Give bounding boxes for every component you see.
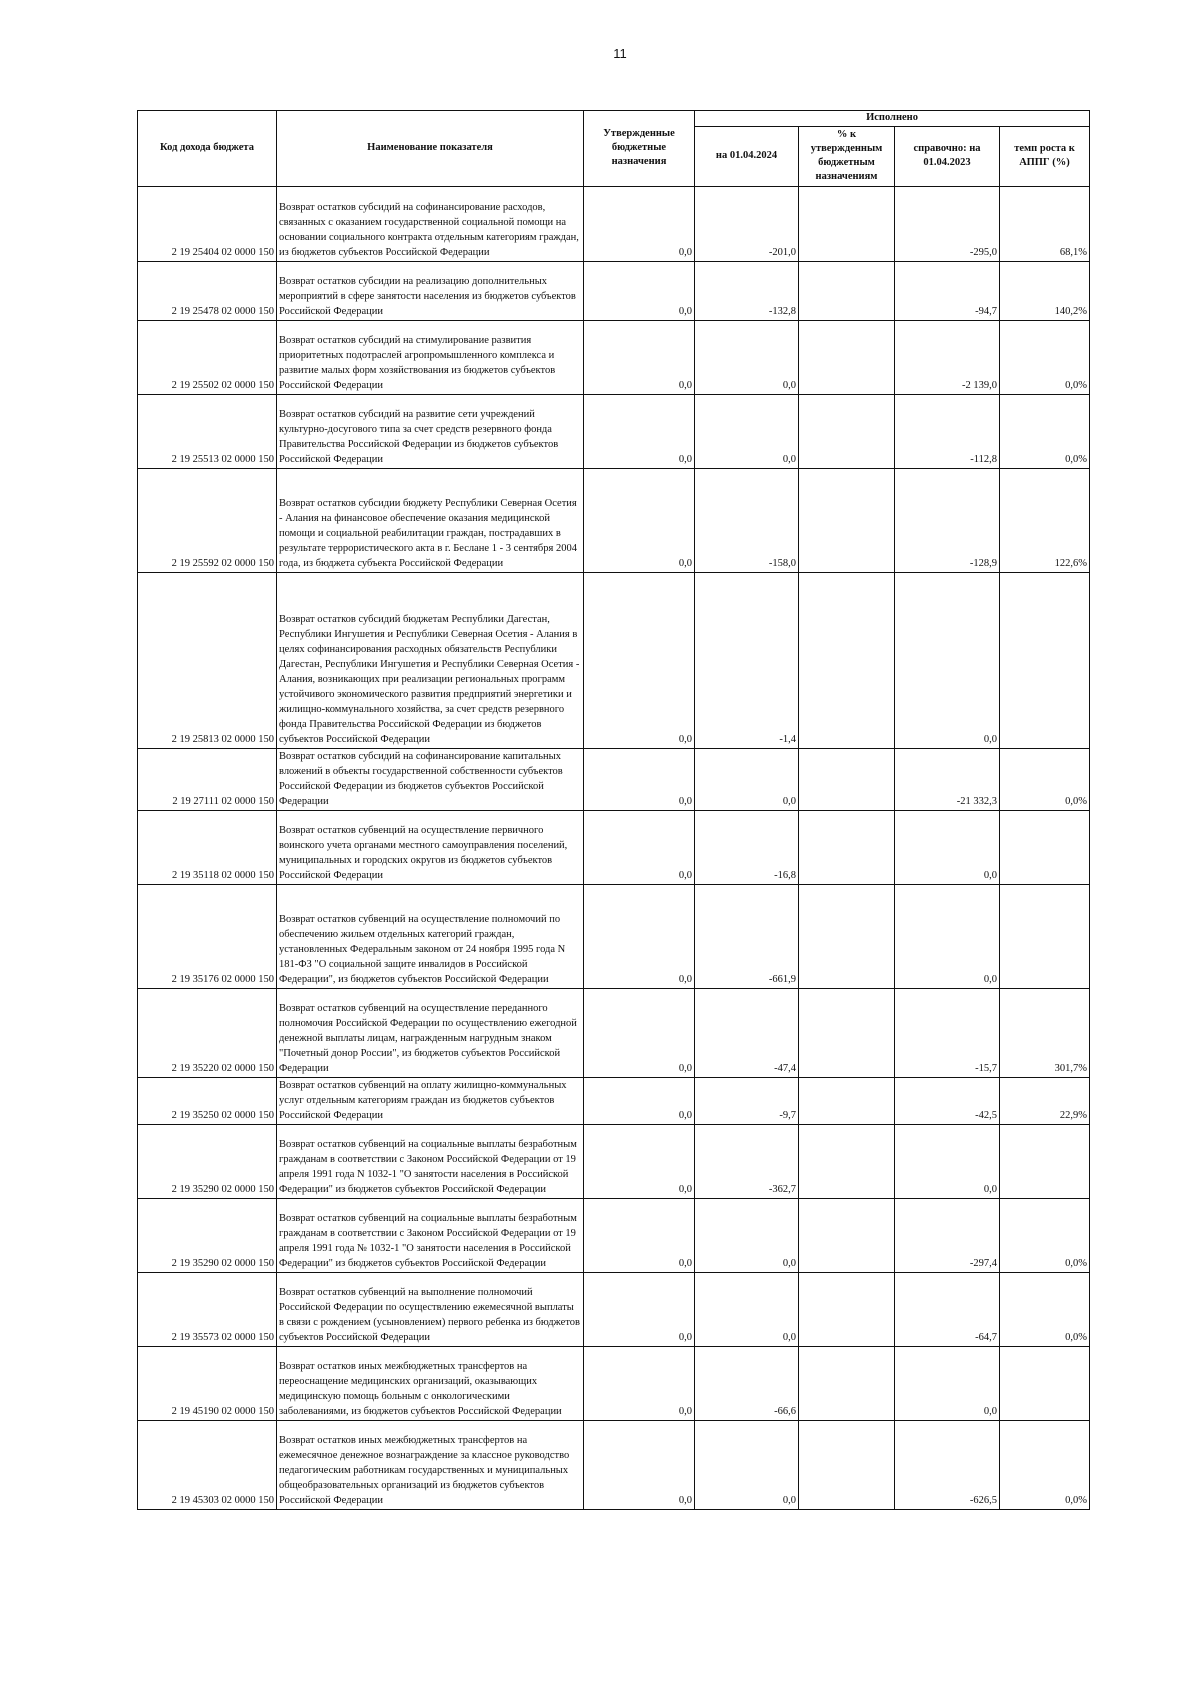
name-cell: Возврат остатков субвенций на социальные выплаты безработным гражданам в соответствии с Законом Российской Федерации от 19 апреля 1991 года № 1032-1 "О занятости населения в Российской Федерации" из бюджетов субъектов Российской Федерации [277,1199,584,1273]
pct-approved-cell [799,885,895,989]
code-cell: 2 19 25502 02 0000 150 [138,321,277,395]
code-cell: 2 19 35290 02 0000 150 [138,1125,277,1199]
growth-cell [1000,885,1090,989]
pct-approved-cell [799,262,895,321]
pct-approved-cell [799,321,895,395]
reference-cell: -64,7 [895,1273,1000,1347]
header-pct-approved: % к утвержденным бюджетным назначениям [799,127,895,187]
code-cell: 2 19 27111 02 0000 150 [138,749,277,811]
table-row [138,885,1090,989]
pct-approved-cell [799,749,895,811]
header-growth: темп роста к АППГ (%) [1000,127,1090,187]
code-cell: 2 19 35290 02 0000 150 [138,1199,277,1273]
reference-cell: -94,7 [895,262,1000,321]
pct-approved-cell [799,469,895,573]
name-cell: Возврат остатков иных межбюджетных трансфертов на переоснащение медицинских организаций, оказывающих медицинскую помощь больным с онкологическими заболеваниями, из бюджетов субъектов Российской Федерации [277,1347,584,1421]
name-cell: Возврат остатков иных межбюджетных трансфертов на ежемесячное денежное вознаграждение за классное руководство педагогическим работникам государственных и муниципальных общеобразовательных организаций из бюджетов субъектов Российской Федерации [277,1421,584,1510]
approved-cell: 0,0 [584,1078,695,1125]
name-cell: Возврат остатков субсидий на софинансирование расходов, связанных с оказанием государственной социальной помощи на основании социального контракта отдельным категориям граждан, из бюджетов субъектов Российской Федерации [277,187,584,262]
reference-cell: -626,5 [895,1421,1000,1510]
growth-cell [1000,1125,1090,1199]
reference-cell: -42,5 [895,1078,1000,1125]
name-cell: Возврат остатков субсидии на реализацию дополнительных мероприятий в сфере занятости населения из бюджетов субъектов Российской Федерации [277,262,584,321]
table-body [138,187,1090,1510]
budget-table [137,110,1090,1510]
code-cell: 2 19 25513 02 0000 150 [138,395,277,469]
reference-cell: -15,7 [895,989,1000,1078]
executed-cell: -132,8 [695,262,799,321]
approved-cell: 0,0 [584,749,695,811]
approved-cell: 0,0 [584,1421,695,1510]
growth-cell: 68,1% [1000,187,1090,262]
code-cell: 2 19 35250 02 0000 150 [138,1078,277,1125]
approved-cell: 0,0 [584,811,695,885]
header-approved: Утвержденные бюджетные назначения [584,111,695,187]
table-row [138,321,1090,395]
reference-cell: 0,0 [895,885,1000,989]
growth-cell [1000,1347,1090,1421]
executed-cell: -47,4 [695,989,799,1078]
approved-cell: 0,0 [584,469,695,573]
executed-cell: -66,6 [695,1347,799,1421]
reference-cell: 0,0 [895,1125,1000,1199]
code-cell: 2 19 25404 02 0000 150 [138,187,277,262]
growth-cell [1000,811,1090,885]
growth-cell: 122,6% [1000,469,1090,573]
page-number: 11 [613,46,627,61]
growth-cell: 0,0% [1000,1273,1090,1347]
pct-approved-cell [799,811,895,885]
growth-cell: 22,9% [1000,1078,1090,1125]
approved-cell: 0,0 [584,321,695,395]
code-cell: 2 19 25592 02 0000 150 [138,469,277,573]
name-cell: Возврат остатков субсидий на развитие сети учреждений культурно-досугового типа за счет средств резервного фонда Правительства Российской Федерации из бюджетов субъектов Российской Федерации [277,395,584,469]
pct-approved-cell [799,989,895,1078]
table-row [138,187,1090,262]
pct-approved-cell [799,395,895,469]
code-cell: 2 19 35176 02 0000 150 [138,885,277,989]
growth-cell: 301,7% [1000,989,1090,1078]
executed-cell: -362,7 [695,1125,799,1199]
executed-cell: -9,7 [695,1078,799,1125]
executed-cell: -201,0 [695,187,799,262]
reference-cell: -297,4 [895,1199,1000,1273]
code-cell: 2 19 35118 02 0000 150 [138,811,277,885]
table-row [138,1125,1090,1199]
executed-cell: 0,0 [695,1199,799,1273]
approved-cell: 0,0 [584,395,695,469]
executed-cell: 0,0 [695,321,799,395]
reference-cell: 0,0 [895,573,1000,749]
name-cell: Возврат остатков субвенций на осуществление полномочий по обеспечению жильем отдельных категорий граждан, установленных Федеральным законом от 24 ноября 1995 года N 181-ФЗ "О социальной защите инвалидов в Российской Федерации", из бюджетов субъектов Российской Федерации [277,885,584,989]
reference-cell: -2 139,0 [895,321,1000,395]
code-cell: 2 19 25813 02 0000 150 [138,573,277,749]
pct-approved-cell [799,1078,895,1125]
approved-cell: 0,0 [584,1347,695,1421]
reference-cell: -128,9 [895,469,1000,573]
reference-cell: -21 332,3 [895,749,1000,811]
name-cell: Возврат остатков субвенций на оплату жилищно-коммунальных услуг отдельным категориям граждан из бюджетов субъектов Российской Федерации [277,1078,584,1125]
header-code: Код дохода бюджета [138,111,277,187]
growth-cell: 0,0% [1000,321,1090,395]
approved-cell: 0,0 [584,1273,695,1347]
header-name: Наименование показателя [277,111,584,187]
code-cell: 2 19 35573 02 0000 150 [138,1273,277,1347]
header-reference: справочно: на 01.04.2023 [895,127,1000,187]
name-cell: Возврат остатков субсидий на стимулирование развития приоритетных подотраслей агропромышленного комплекса и развитие малых форм хозяйствования из бюджетов субъектов Российской Федерации [277,321,584,395]
name-cell: Возврат остатков субвенций на социальные выплаты безработным гражданам в соответствии с Законом Российской Федерации от 19 апреля 1991 года N 1032-1 "О занятости населения в Российской Федерации" из бюджетов субъектов Российской Федерации [277,1125,584,1199]
code-cell: 2 19 45303 02 0000 150 [138,1421,277,1510]
growth-cell: 0,0% [1000,395,1090,469]
approved-cell: 0,0 [584,1125,695,1199]
executed-cell: -16,8 [695,811,799,885]
pct-approved-cell [799,1347,895,1421]
table-row [138,811,1090,885]
table-row [138,989,1090,1078]
reference-cell: 0,0 [895,1347,1000,1421]
approved-cell: 0,0 [584,989,695,1078]
name-cell: Возврат остатков субвенций на осуществление переданного полномочия Российской Федерации по осуществлению ежегодной денежной выплаты лицам, награжденным нагрудным знаком "Почетный донор России", из бюджетов субъектов Российской Федерации [277,989,584,1078]
executed-cell: 0,0 [695,1421,799,1510]
table-row [138,469,1090,573]
name-cell: Возврат остатков субвенций на осуществление первичного воинского учета органами местного самоуправления поселений, муниципальных и городских округов из бюджетов субъектов Российской Федерации [277,811,584,885]
approved-cell: 0,0 [584,885,695,989]
executed-cell: 0,0 [695,1273,799,1347]
pct-approved-cell [799,573,895,749]
name-cell: Возврат остатков субсидий на софинансирование капитальных вложений в объекты государственной собственности субъектов Российской Федерации из бюджетов субъектов Российской Федерации [277,749,584,811]
name-cell: Возврат остатков субсидии бюджету Республики Северная Осетия - Алания на финансовое обеспечение оказания медицинской помощи и социальной реабилитации граждан, пострадавших в результате террористического акта в г. Беслане 1 - 3 сентября 2004 года, из бюджета субъекта Российской Федерации [277,469,584,573]
growth-cell: 0,0% [1000,1421,1090,1510]
table-row [138,749,1090,811]
pct-approved-cell [799,187,895,262]
code-cell: 2 19 25478 02 0000 150 [138,262,277,321]
executed-cell: 0,0 [695,749,799,811]
table-row [138,1421,1090,1510]
header-executed: Исполнено [695,111,1090,127]
reference-cell: -295,0 [895,187,1000,262]
code-cell: 2 19 45190 02 0000 150 [138,1347,277,1421]
executed-cell: -1,4 [695,573,799,749]
growth-cell: 0,0% [1000,749,1090,811]
table-row [138,1273,1090,1347]
executed-cell: -158,0 [695,469,799,573]
header-on-date: на 01.04.2024 [695,127,799,187]
pct-approved-cell [799,1199,895,1273]
growth-cell: 140,2% [1000,262,1090,321]
table-row [138,262,1090,321]
executed-cell: -661,9 [695,885,799,989]
reference-cell: 0,0 [895,811,1000,885]
approved-cell: 0,0 [584,573,695,749]
name-cell: Возврат остатков субсидий бюджетам Республики Дагестан, Республики Ингушетия и Республики Северная Осетия - Алания в целях софинансирования расходных обязательств Республики Дагестан, Республики Ингушетия и Республики Северная Осетия - Алания, возникающих при реализации региональных программ устойчивого экономического развития предприятий энергетики и жилищно-коммунального хозяйства, за счет средств резервного фонда Правительства Российской Федерации из бюджетов субъектов Российской Федерации [277,573,584,749]
table-row [138,573,1090,749]
name-cell: Возврат остатков субвенций на выполнение полномочий Российской Федерации по осуществлению ежемесячной выплаты в связи с рождением (усыновлением) первого ребенка из бюджетов субъектов Российской Федерации [277,1273,584,1347]
approved-cell: 0,0 [584,1199,695,1273]
code-cell: 2 19 35220 02 0000 150 [138,989,277,1078]
table-row [138,1347,1090,1421]
pct-approved-cell [799,1421,895,1510]
growth-cell: 0,0% [1000,1199,1090,1273]
reference-cell: -112,8 [895,395,1000,469]
table-row [138,1078,1090,1125]
pct-approved-cell [799,1273,895,1347]
approved-cell: 0,0 [584,187,695,262]
table-row [138,1199,1090,1273]
pct-approved-cell [799,1125,895,1199]
table-row [138,395,1090,469]
growth-cell [1000,573,1090,749]
executed-cell: 0,0 [695,395,799,469]
approved-cell: 0,0 [584,262,695,321]
